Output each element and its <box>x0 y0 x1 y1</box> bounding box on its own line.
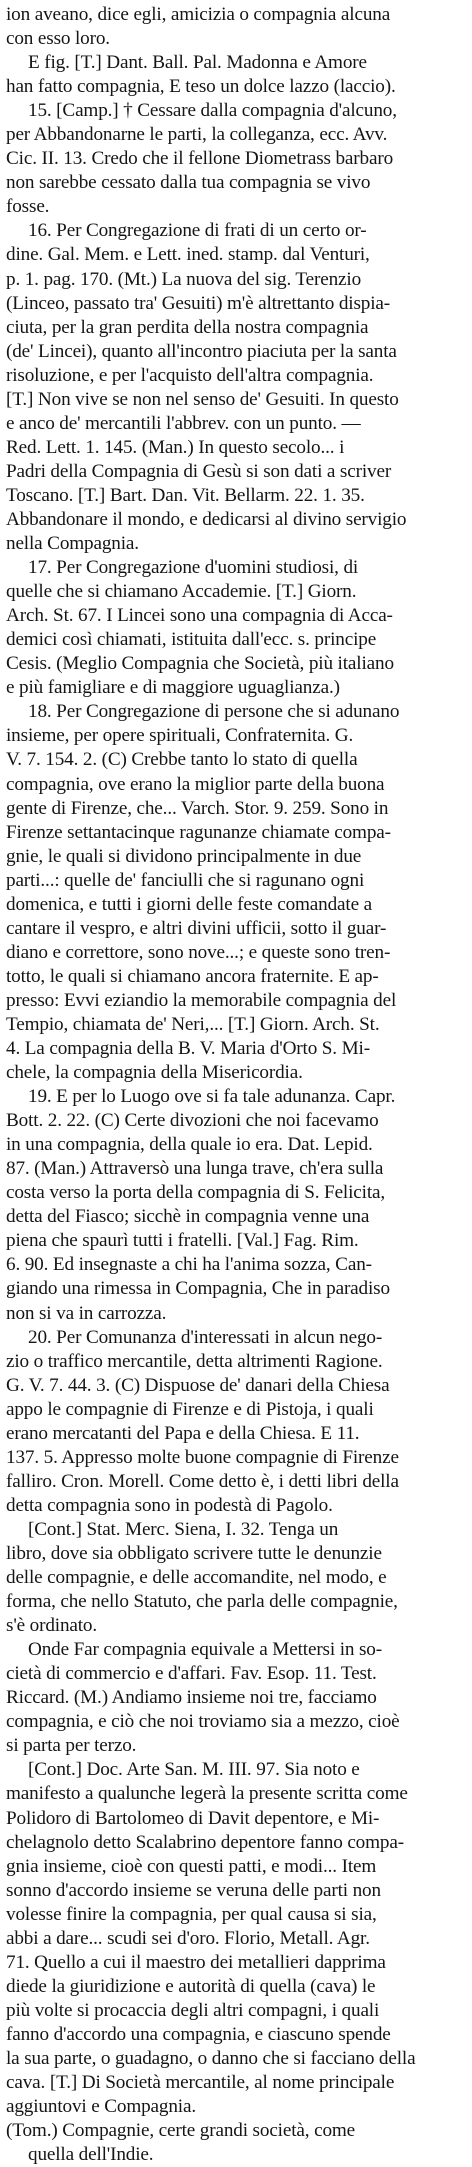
text-line: fosse. <box>6 196 50 218</box>
text-line: demici così chiamati, istituita dall'ecc. s. principe <box>6 629 377 651</box>
text-line: manifesto a qualunche legerà la presente scritta come <box>6 1783 408 1805</box>
text-line: dine. Gal. Mem. e Lett. ined. stamp. dal Venturi, <box>6 244 370 266</box>
text-line: Red. Lett. 1. 145. (Man.) In questo secolo... i <box>6 436 345 458</box>
text-line: 4. La compagnia della B. V. Maria d'Orto S. Mi- <box>6 1038 370 1060</box>
text-line: cava. [T.] Di Società mercantile, al nome principale <box>6 2072 395 2094</box>
text-line: Polidoro di Bartolomeo di Davit depentore, e Mi- <box>6 1807 380 1829</box>
text-line: giando una rimessa in Compagnia, Che in paradiso <box>6 1278 390 1300</box>
text-line: e più famigliare e di maggiore uguaglianza.) <box>6 677 340 699</box>
text-line: (Tom.) Compagnie, certe grandi società, come <box>6 2120 356 2142</box>
text-line: 6. 90. Ed insegnaste a chi ha l'anima sozza, Can- <box>6 1254 372 1276</box>
text-line: Tempio, chiamata de' Neri,... [T.] Giorn. Arch. St. <box>6 1013 380 1035</box>
text-line: e anco de' mercantili l'abbrev. con un punto. — <box>6 412 361 434</box>
text-line: in una compagnia, della quale io era. Dat. Lepid. <box>6 1134 373 1156</box>
text-line: si parta per terzo. <box>6 1735 137 1757</box>
text-line: domenica, e tutti i giorni delle feste comandate a <box>6 893 372 915</box>
text-line: [Cont.] Stat. Merc. Siena, I. 32. Tenga un <box>28 1518 339 1540</box>
text-line: parti...: quelle de' fanciulli che si ragunano ogni <box>6 869 365 891</box>
text-line: più volte si procaccia degli altri compagni, i quali <box>6 1999 380 2021</box>
text-line: Cesis. (Meglio Compagnia che Società, più italiano <box>6 653 394 675</box>
text-line: ion aveano, dice egli, amicizia o compagnia alcuna <box>6 4 391 25</box>
text-line: 137. 5. Appresso molte buone compagnie di Firenze <box>6 1446 399 1468</box>
text-line: 87. (Man.) Attraversò una lunga trave, ch'era sulla <box>6 1158 384 1180</box>
text-line: la sua parte, o guadagno, o danno che si facciano della <box>6 2047 416 2069</box>
text-line: insieme, per opere spirituali, Confraternita. G. <box>6 725 354 747</box>
text-line: diano e correttore, sono nove...; e queste sono tren- <box>6 941 391 963</box>
text-line: sonno d'accordo insieme se veruna delle parti non <box>6 1879 381 1901</box>
text-line: s'è ordinato. <box>6 1615 98 1637</box>
text-line: 19. E per lo Luogo ove si fa tale adunanza. Capr. <box>28 1086 396 1108</box>
text-line: 20. Per Comunanza d'interessati in alcun nego- <box>28 1326 383 1348</box>
text-line: (Linceo, passato tra' Gesuiti) m'è altrettanto dispia- <box>6 292 391 314</box>
text-line: V. 7. 154. 2. (C) Crebbe tanto lo stato di quella <box>6 749 358 771</box>
text-line: nella Compagnia. <box>6 533 139 555</box>
text-line: volesse finire la compagnia, per qual causa si sia, <box>6 1903 377 1925</box>
text-line: piena che spaurì tutti i fratelli. [Val.] Fag. Rim. <box>6 1230 359 1252</box>
text-line: G. V. 7. 44. 3. (C) Dispuose de' danari della Chiesa <box>6 1374 390 1396</box>
text-line: p. 1. pag. 170. (Mt.) La nuova del sig. Terenzio <box>6 268 362 290</box>
text-line: quelle che si chiamano Accademie. [T.] Giorn. <box>6 581 357 603</box>
text-line: forma, che nello Statuto, che parla delle compagnie, <box>6 1591 398 1613</box>
text-line: appo le compagnie di Firenze e di Pistoja, i quali <box>6 1398 374 1420</box>
text-line: gente di Firenze, che... Varch. Stor. 9. 259. Sono in <box>6 797 389 819</box>
text-line: ciuta, per la gran perdita della nostra compagnia <box>6 316 369 338</box>
text-line: fanno d'accordo una compagnia, e ciascuno spende <box>6 2023 391 2045</box>
text-line: cietà di commercio e d'affari. Fav. Esop. 11. Test. <box>6 1663 377 1685</box>
text-line: Arch. St. 67. I Lincei sono una compagnia di Acca- <box>6 605 393 627</box>
text-line: [Cont.] Doc. Arte San. M. III. 97. Sia noto e <box>28 1759 360 1781</box>
text-line: gnia insieme, cioè con questi patti, e modi... Item <box>6 1855 377 1877</box>
text-line: han fatto compagnia, E teso un dolce lazzo (laccio). <box>6 76 396 98</box>
text-line: quella dell'Indie. <box>28 2144 154 2166</box>
text-line: Cic. II. 13. Credo che il fellone Diometrass barbaro <box>6 148 394 170</box>
text-line: detta compagnia sono in podestà di Pagolo. <box>6 1494 333 1516</box>
text-line: erano mercatanti del Papa e della Chiesa. E 11. <box>6 1422 360 1444</box>
text-line: costa verso la porta della compagnia di S. Felicita, <box>6 1182 386 1204</box>
text-line: aggiuntovi e Compagnia. <box>6 2096 196 2118</box>
text-line: per Abbandonarne le parti, la colleganza, ecc. Avv. <box>6 124 388 146</box>
text-line: chele, la compagnia della Misericordia. <box>6 1062 303 1084</box>
text-line: 15. [Camp.] † Cessare dalla compagnia d'alcuno, <box>28 100 397 122</box>
text-line: non si va in carrozza. <box>6 1302 167 1324</box>
text-line: compagnia, ove erano la miglior parte della buona <box>6 773 385 795</box>
text-line: 71. Quello a cui il maestro dei metallieri dapprima <box>6 1951 386 1973</box>
text-line: Firenze settantacinque ragunanze chiamate compa- <box>6 821 391 843</box>
text-line: gnie, le quali si dividono principalmente in due <box>6 845 362 867</box>
text-line: cantare il vespro, e altri divini ufficii, sotto il guar- <box>6 917 387 939</box>
text-line: Abbandonare il mondo, e dedicarsi al divino servigio <box>6 508 407 530</box>
entry-text-column <box>6 3 466 2167</box>
text-line: 16. Per Congregazione di frati di un certo or- <box>28 220 367 242</box>
text-line: Onde Far compagnia equivale a Mettersi in so- <box>28 1639 382 1661</box>
text-line: delle compagnie, e delle accomandite, nel modo, e <box>6 1567 387 1589</box>
text-line: detta del Fiasco; sicchè in compagnia venne una <box>6 1206 370 1228</box>
text-line: Bott. 2. 22. (C) Certe divozioni che noi facevamo <box>6 1110 379 1132</box>
text-line: falliro. Cron. Morell. Come detto è, i detti libri della <box>6 1470 399 1492</box>
text-line: chelagnolo detto Scalabrino depentore fanno compa- <box>6 1831 404 1853</box>
text-line: non sarebbe cessato dalla tua compagnia se vivo <box>6 172 371 194</box>
text-line: [T.] Non vive se non nel senso de' Gesuiti. In questo <box>6 388 399 410</box>
text-line: Padri della Compagnia di Gesù si son dati a scriver <box>6 460 392 482</box>
text-line: diede la giuridizione e autorità di quella (cava) le <box>6 1975 376 1997</box>
text-line: con esso loro. <box>6 28 110 50</box>
text-line: libro, dove sia obbligato scrivere tutte le denunzie <box>6 1543 382 1564</box>
text-line: zio o traffico mercantile, detta altrimenti Ragione. <box>6 1350 383 1372</box>
text-line: Toscano. [T.] Bart. Dan. Vit. Bellarm. 22. 1. 35. <box>6 484 365 506</box>
text-line: 18. Per Congregazione di persone che si adunano <box>28 701 400 723</box>
text-line: presso: Evvi eziandio la memorabile compagnia del <box>6 989 397 1011</box>
text-line: E fig. [T.] Dant. Ball. Pal. Madonna e Amore <box>28 52 367 74</box>
text-line: totto, le quali si chiamano ancora fraternite. E ap- <box>6 965 379 987</box>
text-line: risoluzione, e per l'acquisto dell'altra compagnia. <box>6 364 374 386</box>
text-line: (de' Lincei), quanto all'incontro piaciuta per la santa <box>6 340 397 362</box>
text-line: Riccard. (M.) Andiamo insieme noi tre, facciamo <box>6 1687 377 1709</box>
text-line: abbi a dare... scudi sei d'oro. Florio, Metall. Agr. <box>6 1927 370 1949</box>
text-line: compagnia, e ciò che noi troviamo sia a mezzo, cioè <box>6 1711 400 1733</box>
text-line: 17. Per Congregazione d'uomini studiosi, di <box>28 557 359 579</box>
